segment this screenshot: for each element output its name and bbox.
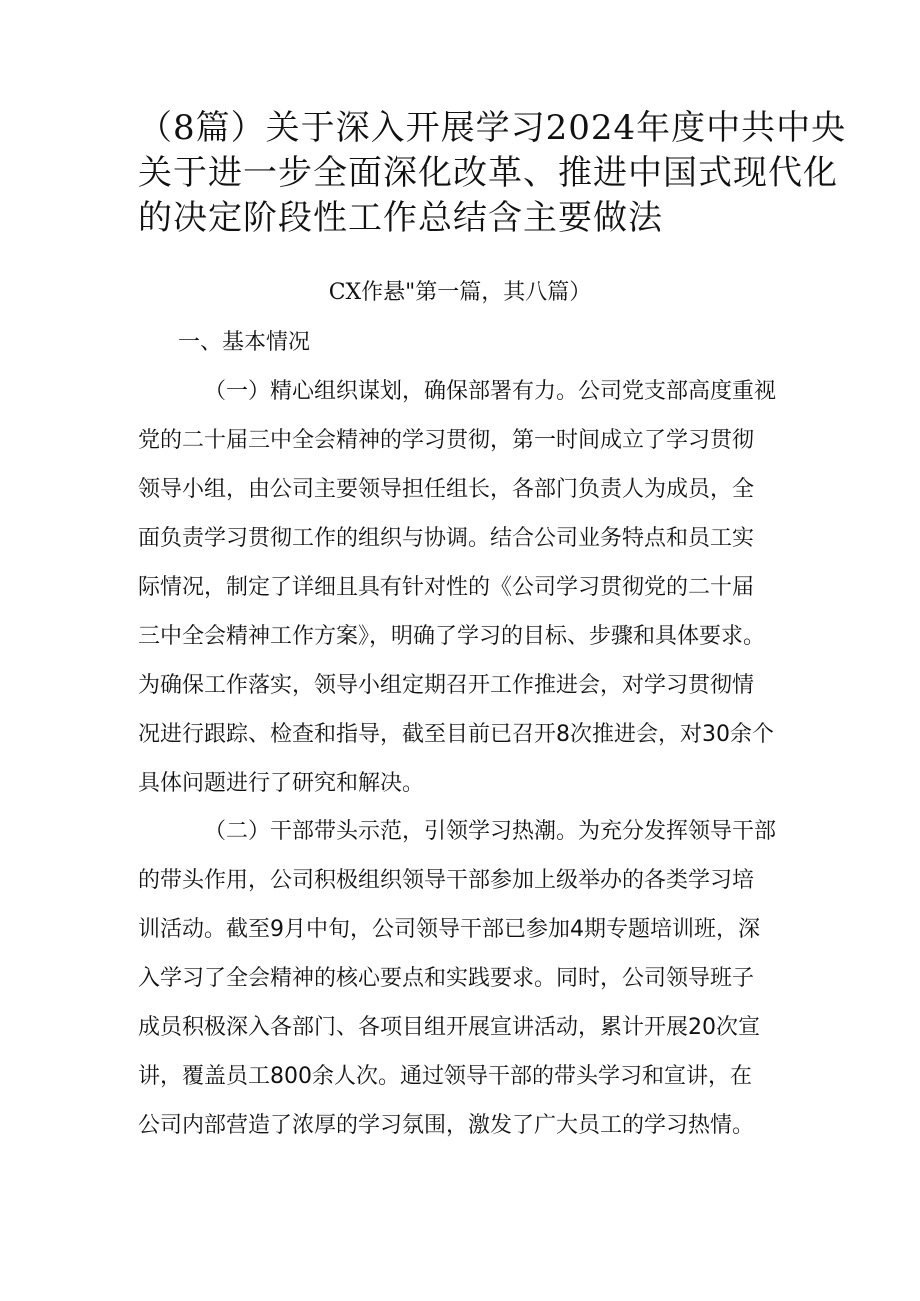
paragraph-line: 三中全会精神工作方案》，明确了学习的目标、步骤和具体要求。 [138, 624, 766, 649]
paragraph-line: （二）干部带头示范，引领学习热潮。为充分发挥领导干部 [204, 819, 777, 844]
paragraph-line: 为确保工作落实，领导小组定期召开工作推进会，对学习贯彻情 [138, 673, 755, 698]
paragraph-2 [138, 807, 798, 1150]
paragraph-line: 际情况，制定了详细且具有针对性的《公司学习贯彻党的二十届 [138, 575, 755, 600]
document-subtitle: CX作悬"第一篇，其八篇） [328, 280, 592, 305]
title-line: （8篇）关于深入开展学习2024年度中共中央 [138, 108, 847, 148]
paragraph-line: 公司内部营造了浓厚的学习氛围，激发了广大员工的学习热情。 [138, 1113, 755, 1138]
paragraph-line: 面负责学习贯彻工作的组织与协调。结合公司业务特点和员工实 [138, 526, 755, 551]
paragraph-1 [138, 367, 798, 808]
paragraph-line: 成员积极深入各部门、各项目组开展宣讲活动，累计开展20次宣 [138, 1015, 760, 1040]
paragraph-line: 党的二十届三中全会精神的学习贯彻，第一时间成立了学习贯彻 [138, 428, 755, 453]
paragraph-line: 入学习了全会精神的核心要点和实践要求。同时，公司领导班子 [138, 966, 755, 991]
paragraph-line: 讲，覆盖员工800余人次。通过领导干部的带头学习和宣讲，在 [138, 1064, 752, 1089]
paragraph-line: （一）精心组织谋划，确保部署有力。公司党支部高度重视 [204, 379, 777, 404]
document-title [138, 106, 847, 241]
paragraph-line: 况进行跟踪、检查和指导，截至目前已召开8次推进会，对30余个 [138, 722, 774, 747]
section-heading: 一、基本情况 [178, 330, 311, 355]
title-line: 关于进一步全面深化改革、推进中国式现代化 [138, 153, 838, 193]
paragraph-line: 领导小组，由公司主要领导担任组长，各部门负责人为成员，全 [138, 477, 755, 502]
paragraph-line: 训活动。截至9月中旬，公司领导干部已参加4期专题培训班，深 [138, 917, 760, 942]
paragraph-line: 的带头作用，公司积极组织领导干部参加上级举办的各类学习培 [138, 868, 755, 893]
paragraph-line: 具体问题进行了研究和解决。 [138, 771, 425, 796]
title-line: 的决定阶段性工作总结含主要做法 [138, 198, 663, 238]
